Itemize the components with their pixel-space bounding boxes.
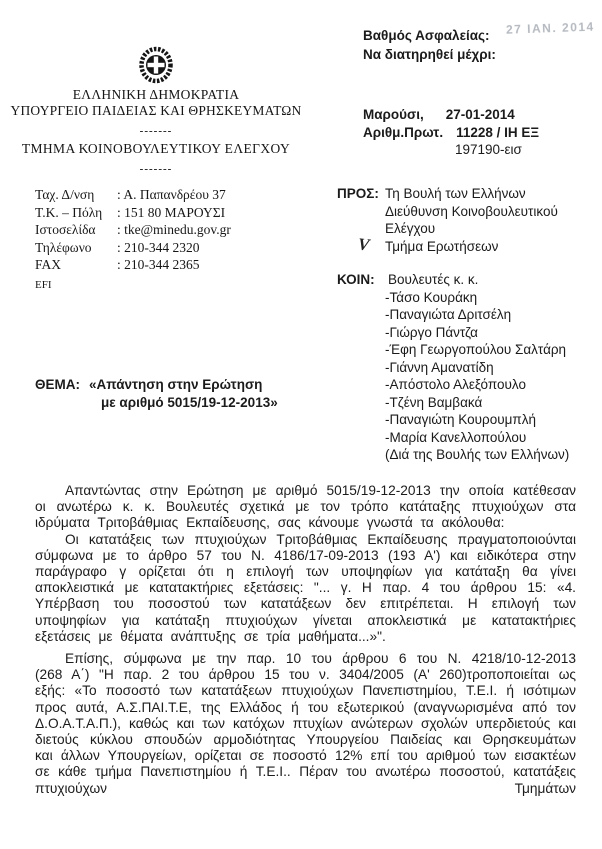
cc-recipient: -Τζένη Βαμβακά	[385, 394, 483, 410]
subject-line: «Απάντηση στην Ερώτηση	[89, 377, 263, 392]
phone-label: Τηλέφωνο	[35, 239, 92, 255]
recipient-line: Τμήμα Ερωτήσεων	[385, 238, 499, 254]
contact-row	[35, 239, 231, 257]
cc-recipient: -Έφη Γεωργοπούλου Σαλτάρη	[385, 342, 567, 357]
contact-block	[35, 186, 231, 295]
handwritten-checkmark-icon: V	[357, 233, 371, 255]
website-label: Ιστοσελίδα	[35, 222, 96, 238]
cc-via-note: (Διά της Βουλής των Ελλήνων)	[385, 447, 570, 462]
separator-dashes: -------	[139, 163, 173, 175]
city-label: Μαρούσι,	[363, 107, 424, 122]
postcode-value: : 151 80 ΜΑΡΟΥΣΙ	[117, 204, 226, 220]
cc-block	[337, 271, 569, 464]
protocol-number: 11228 / ΙΗ ΕΞ	[456, 124, 540, 140]
paragraph: Επίσης, σύμφωνα με την παρ. 10 του άρθρου 6 του Ν. 4218/10-12-2013 (268 Α΄) "Η παρ. 2 του άρθρου 15 του ν. 3404/2005 (Α' 260)τροποποιείται ως εξής: «Το ποσοστό των κατατάξεων πτυχιούχων Πανεπιστημίου, Τ.Ε.Ι. ή ισότιμων προς αυτά, Α.Σ.ΠΑΙ.Τ.Ε, της Ελλάδος ή του εξωτερικού (αναγνωρισμένα από τον Δ.Ο.Α.Τ.Α.Π.), καθώς και των κατόχων πτυχίων ανώτερων σχολών υπερδιετούς και διετούς κύκλου σπουδών αρμοδιότητας Υπουργείου Παιδείας και Θρησκευμάτων και άλλων Υπουργείων, ορίζεται σε ποσοστό 12% επί του αριθμού των εισακτέων σε κάθε τμήμα Πανεπιστημίου ή Τ.Ε.Ι.. Πέραν του ανωτέρω ποσοστού, κατατάξεις πτυχιούχων Τμημάτων	[35, 651, 576, 796]
department-title: ΤΜΗΜΑ ΚΟΙΝΟΒΟΥΛΕΥΤΙΚΟΥ ΕΛΕΓΧΟΥ	[21, 141, 291, 156]
contact-row	[35, 256, 231, 274]
separator-dashes: -------	[139, 125, 173, 137]
fax-value: : 210-344 2365	[117, 257, 200, 273]
protocol-number-label: Αριθμ.Πρωτ.	[363, 124, 444, 140]
ministry-title: ΥΠΟΥΡΓΕΙΟ ΠΑΙΔΕΙΑΣ ΚΑΙ ΘΡΗΣΚΕΥΜΑΤΩΝ	[10, 103, 302, 118]
recipient-line-checked	[357, 233, 558, 256]
contact-row	[35, 186, 231, 204]
recipient-block	[337, 185, 558, 255]
incoming-number: 197190-εισ	[455, 142, 522, 157]
cc-recipient: -Γιάννη Αμανατίδη	[385, 359, 494, 375]
contact-row	[35, 221, 231, 239]
paragraph: Οι κατατάξεις των πτυχιούχων Τριτοβάθμιας Εκπαίδευσης πραγματοποιούνται σύμφωνα με το άρθρο 57 του Ν. 4186/17-09-2013 (193 Α') και ειδικότερα στην παράγραφο γ ορίζεται ότι η επιλογή των υποψηφίων για κατάταξη θα γίνει αποκλειστικά με κατατακτήριες εξετάσεις: "... γ. Η παρ. 4 του άρθρου 15: «4. Υπέρβαση του ποσοστού των κατατάξεων δεν επιτρέπεται. Η επιλογή των υποψηφίων για κατάταξη πτυχιούχων γίνεται αποκλειστικά με κατατακτήριες εξετάσεις με θέματα ανάπτυξης σε τρία μαθήματα...»".	[35, 531, 576, 644]
contact-row	[35, 204, 231, 222]
recipient-line: Ελέγχου	[385, 221, 436, 236]
retain-until-label: Να διατηρηθεί μέχρι:	[363, 47, 496, 62]
postcode-label: Τ.Κ. – Πόλη	[35, 204, 103, 220]
security-grade-label: Βαθμός Ασφαλείας:	[363, 28, 490, 43]
address-value: : Α. Παπανδρέου 37	[117, 187, 226, 202]
protocol-block	[363, 106, 539, 159]
letter-body	[35, 483, 576, 797]
cc-recipient: -Μαρία Κανελλοπούλου	[385, 429, 527, 445]
letterhead	[0, 46, 312, 173]
subject-label: ΘΕΜΑ:	[35, 377, 80, 392]
document-date: 27-01-2014	[445, 107, 515, 122]
website-value: : tke@minedu.gov.gr	[117, 222, 231, 238]
koin-label: ΚΟΙΝ:	[337, 272, 375, 287]
greek-coat-of-arms-icon	[138, 46, 174, 84]
cc-recipient: -Γιώργο Πάντζα	[385, 324, 478, 340]
cc-recipient: -Παναγιώτη Κουρουμπλή	[385, 412, 536, 427]
recipient-line: Τη Βουλή των Ελλήνων	[385, 186, 526, 201]
cc-heading: Βουλευτές κ. κ.	[388, 272, 479, 287]
cc-recipient: -Τάσο Κουράκη	[385, 289, 478, 305]
subject-block	[35, 376, 278, 412]
recipient-line: Διεύθυνση Κοινοβουλευτικού	[385, 203, 558, 219]
cc-recipient: -Παναγιώτα Δριτσέλη	[385, 307, 512, 322]
cc-recipient: -Απόστολο Αλεξόπουλο	[385, 377, 526, 392]
subject-line: με αριθμό 5015/19-12-2013»	[101, 395, 278, 410]
address-label: Ταχ. Δ/νση	[35, 187, 95, 202]
security-classification-block	[363, 26, 496, 64]
pros-label: ΠΡΟΣ:	[337, 186, 379, 201]
fax-label: FAX	[35, 257, 62, 273]
republic-title: ΕΛΛΗΝΙΚΗ ΔΗΜΟΚΡΑΤΙΑ	[72, 87, 240, 102]
received-date-stamp: 27 ΙΑΝ. 2014	[505, 19, 595, 37]
paragraph: Απαντώντας στην Ερώτηση με αριθμό 5015/19-12-2013 την οποία κατέθεσαν οι ανωτέρω κ. κ. Βουλευτές σχετικά με τον τρόπο κατάταξης πτυχιούχων στα ιδρύματα Τριτοβάθμιας Εκπαίδευσης, σας κάνουμε γνωστά τα ακόλουθα:	[35, 483, 576, 531]
phone-value: : 210-344 2320	[117, 239, 200, 255]
typist-initials: EFI	[35, 278, 52, 291]
